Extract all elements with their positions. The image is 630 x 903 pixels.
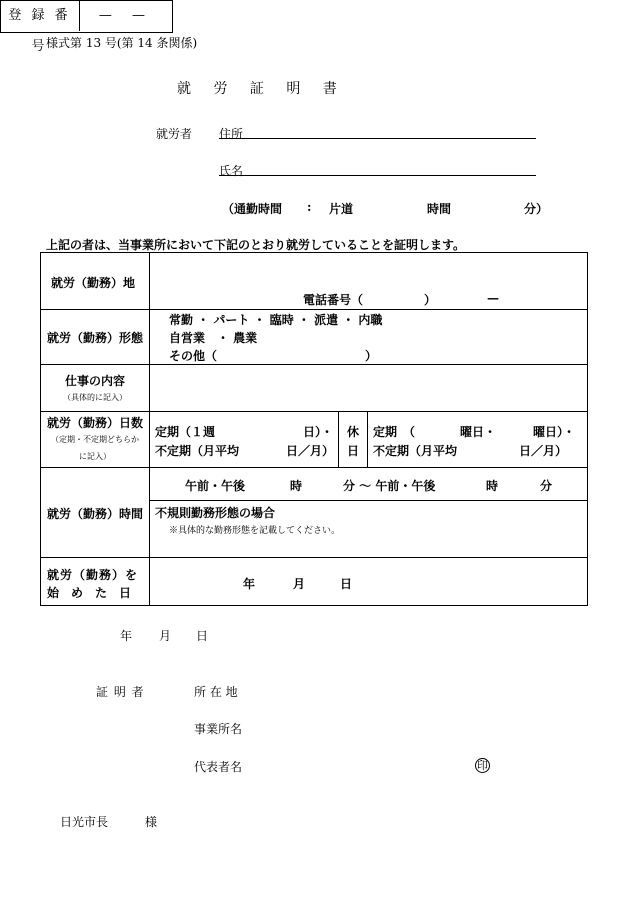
form-number: 様式第 13 号(第 14 条関係) [46,36,198,50]
footer-month: 月 [159,629,172,643]
representative-label: 代表者名 [194,760,243,774]
hours-start-hour: 時 [290,479,303,493]
office-name-label: 事業所名 [194,722,243,736]
hours-end-hour: 時 [486,479,499,493]
start-day: 日 [340,577,353,591]
commute-colon: : [307,200,312,214]
irregular-note: ※具体的な勤務形態を記載してください。 [169,526,341,536]
work-days-note: （定期・不定期どちらか [51,435,139,444]
days-regular-end: 日）・ [303,425,334,439]
employment-form-label: 就労（勤務）形態 [47,331,144,345]
registration-label: 登 録 番 号 [0,0,80,31]
seal-mark: 印 [477,759,488,772]
job-content-note: （具体的に記入） [63,393,127,402]
address-label: 住所 [219,127,244,141]
start-year: 年 [243,577,256,591]
hours-end-minute: 分 [540,479,553,493]
phone-close: ） [424,293,437,307]
holiday-day2: 曜日）・ [533,425,576,439]
employment-form-other[interactable]: その他（ [169,349,218,363]
name-line[interactable] [219,175,536,176]
start-month: 月 [293,577,306,591]
work-hours-label: 就労（勤務）時間 [47,507,144,521]
location-label: 所 在 地 [194,685,238,699]
certification-statement: 上記の者は、当事業所において下記のとおり就労していることを証明します。 [46,238,466,252]
footer-day: 日 [196,629,209,643]
start-date-label: 就労（勤務）を [47,568,139,582]
job-content-label: 仕事の内容 [64,374,125,388]
days-irregular-end: 日／月） [286,444,335,458]
work-days-label: 就労（勤務）日数 [47,416,144,430]
holiday-irregular[interactable]: 不定期（月平均 [373,444,458,458]
honorific: 様 [145,815,158,829]
certifier-label: 証 明 者 [96,685,145,699]
holiday-label: 休 [346,425,359,439]
days-irregular[interactable]: 不定期（月平均 [155,444,240,458]
commute-hours: 時間 [427,202,452,216]
holiday-label-2: 日 [346,444,359,458]
employment-form-options-2[interactable]: 自営業 ・ 農業 [169,331,258,345]
days-regular[interactable]: 定期（１週 [155,425,216,439]
phone-label: 電話番号（ [303,293,364,307]
name-label: 氏名 [219,164,244,178]
hours-ampm-start[interactable]: 午前・午後 [185,479,246,493]
work-days-note-2: に記入） [79,452,111,461]
footer-year: 年 [120,629,133,643]
employment-table [40,252,588,606]
employment-form-options[interactable]: 常勤 ・ パート ・ 臨時 ・ 派遣 ・ 内職 [169,313,383,327]
irregular-title: 不規則勤務形態の場合 [155,506,276,520]
commute-oneway: 片道 [329,202,354,216]
holiday-regular[interactable]: 定期 （ [373,425,416,439]
workplace-label: 就労（勤務）地 [51,276,136,290]
commute-minutes: 分） [524,202,549,216]
address-line[interactable] [219,138,536,139]
holiday-day1: 曜日・ [460,425,497,439]
start-date-label-2: 始 め た 日 [47,586,132,600]
addressee: 日光市長 [60,815,109,829]
commute-open: （通勤時間 [222,202,283,216]
hours-start-minute[interactable]: 分 ～ 午前・午後 [343,479,436,493]
worker-label: 就労者 [156,127,193,141]
phone-dash: — [487,291,499,305]
holiday-irregular-end: 日／月） [519,444,568,458]
registration-value[interactable]: — — [98,8,154,23]
employment-form-other-close: ） [365,349,378,363]
document-title: 就 労 証 明 書 [177,81,346,97]
